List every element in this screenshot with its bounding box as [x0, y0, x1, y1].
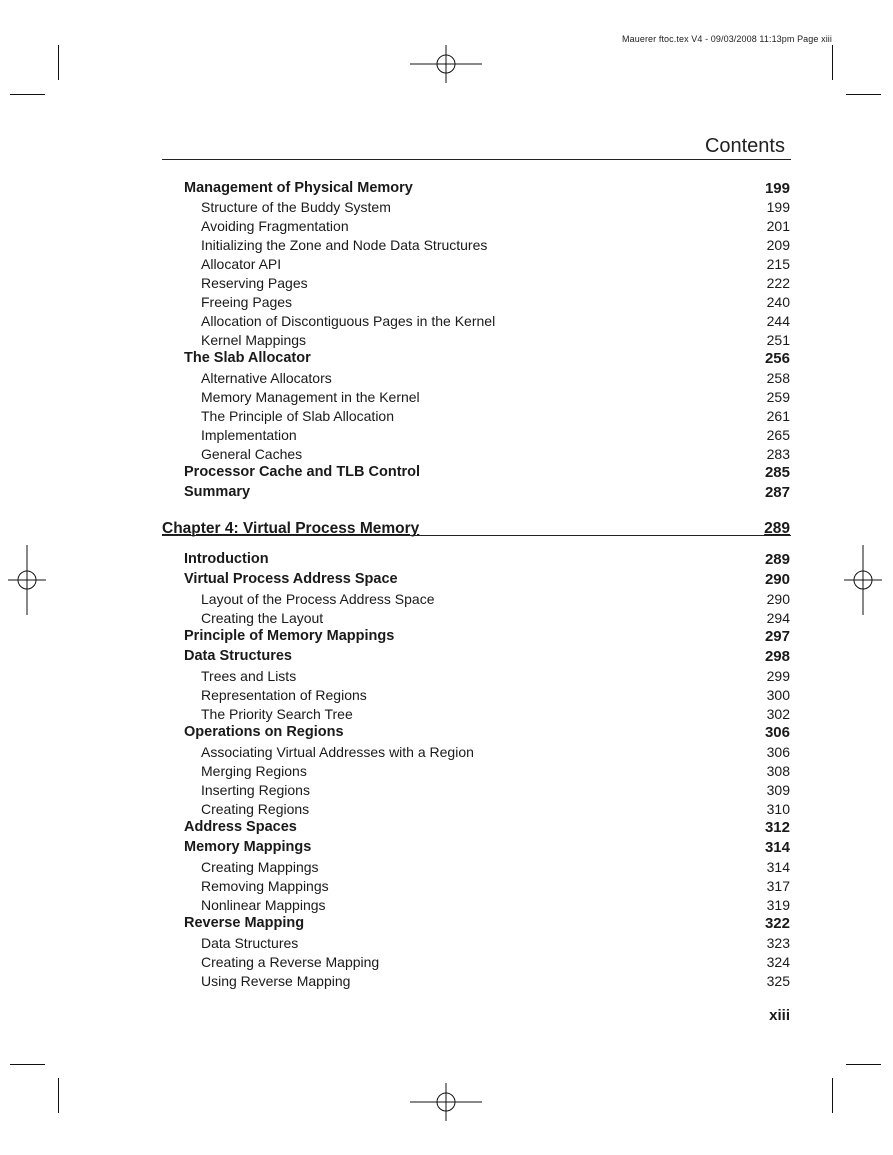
toc-subsection-entry — [0, 743, 893, 762]
registration-mark-icon — [410, 45, 482, 83]
toc-subsection-entry — [0, 426, 893, 445]
running-head: Contents — [704, 135, 785, 157]
toc-entry-title: Merging Regions — [201, 763, 307, 779]
page-number: xiii — [769, 1007, 790, 1024]
toc-entry-page: 256 — [764, 350, 790, 367]
crop-mark — [846, 1064, 881, 1065]
toc-subsection-entry — [0, 686, 893, 705]
toc-entry-page: 290 — [766, 591, 790, 607]
toc-entry-page: 306 — [764, 724, 790, 741]
toc-entry-page: 299 — [766, 668, 790, 684]
toc-entry-title: Avoiding Fragmentation — [201, 218, 349, 234]
toc-entry-title: General Caches — [201, 446, 303, 462]
toc-entry-title: Creating a Reverse Mapping — [201, 954, 380, 970]
toc-entry-title: The Principle of Slab Allocation — [201, 408, 394, 424]
toc-entry-title: Freeing Pages — [201, 294, 293, 310]
toc-entry-page: 215 — [766, 256, 790, 272]
toc-entry-title: Removing Mappings — [201, 878, 329, 894]
toc-entry-title: Management of Physical Memory — [184, 180, 413, 196]
toc-entry-title: Allocator API — [201, 256, 282, 272]
toc-subsection-entry — [0, 705, 893, 724]
toc-entry-page: 285 — [764, 464, 790, 481]
toc-entry-title: Associating Virtual Addresses with a Region — [201, 744, 474, 760]
toc-entry-title: Data Structures — [201, 935, 299, 951]
toc-entry-page: 324 — [766, 954, 790, 970]
chapter-rule — [162, 535, 791, 536]
toc-entry-title: Address Spaces — [184, 819, 297, 835]
toc-subsection-entry — [0, 800, 893, 819]
toc-subsection-entry — [0, 274, 893, 293]
toc-entry-page: 290 — [764, 571, 790, 588]
toc-entry-page: 258 — [766, 370, 790, 386]
toc-entry-title: The Priority Search Tree — [201, 706, 353, 722]
toc-entry-page: 297 — [764, 628, 790, 645]
toc-entry-page: 317 — [766, 878, 790, 894]
toc-entry-title: Representation of Regions — [201, 687, 367, 703]
toc-entry-title: Data Structures — [184, 648, 292, 664]
crop-mark — [58, 45, 59, 80]
toc-subsection-entry — [0, 781, 893, 800]
toc-entry-title: Kernel Mappings — [201, 332, 307, 348]
toc-entry-page: 298 — [764, 648, 790, 665]
toc-entry-title: Using Reverse Mapping — [201, 973, 351, 989]
toc-entry-page: 244 — [766, 313, 790, 329]
crop-mark — [10, 1064, 45, 1065]
toc-entry-page: 309 — [766, 782, 790, 798]
toc-entry-page: 265 — [766, 427, 790, 443]
toc-entry-title: Trees and Lists — [201, 668, 297, 684]
toc-subsection-entry — [0, 590, 893, 609]
toc-entry-page: 314 — [766, 859, 790, 875]
toc-subsection-entry — [0, 312, 893, 331]
header-rule — [162, 159, 791, 160]
toc-entry-title: The Slab Allocator — [184, 350, 311, 366]
crop-mark — [846, 94, 881, 95]
toc-entry-title: Structure of the Buddy System — [201, 199, 391, 215]
toc-subsection-entry — [0, 198, 893, 217]
toc-section-entry — [0, 179, 893, 198]
toc-subsection-entry — [0, 972, 893, 991]
crop-mark — [832, 45, 833, 80]
toc-entry-page: 294 — [766, 610, 790, 626]
toc-subsection-entry — [0, 667, 893, 686]
registration-mark-icon — [410, 1083, 482, 1121]
toc-entry-page: 199 — [764, 180, 790, 197]
toc-subsection-entry — [0, 858, 893, 877]
toc-entry-title: Creating the Layout — [201, 610, 324, 626]
toc-entry-title: Reverse Mapping — [184, 915, 305, 931]
toc-subsection-entry — [0, 609, 893, 628]
toc-section-entry — [0, 570, 893, 589]
toc-entry-page: 322 — [764, 915, 790, 932]
toc-entry-title: Reserving Pages — [201, 275, 308, 291]
toc-entry-page: 289 — [764, 520, 790, 537]
toc-entry-page: 325 — [766, 973, 790, 989]
toc-entry-title: Creating Regions — [201, 801, 310, 817]
toc-subsection-entry — [0, 445, 893, 464]
toc-section-entry — [0, 838, 893, 857]
toc-subsection-entry — [0, 762, 893, 781]
toc-section-entry — [0, 914, 893, 933]
toc-entry-page: 261 — [766, 408, 790, 424]
toc-entry-page: 289 — [764, 551, 790, 568]
toc-entry-page: 306 — [766, 744, 790, 760]
toc-entry-title: Virtual Process Address Space — [184, 571, 398, 587]
toc-entry-title: Introduction — [184, 551, 269, 567]
toc-subsection-entry — [0, 236, 893, 255]
toc-subsection-entry — [0, 255, 893, 274]
toc-section-entry — [0, 647, 893, 666]
toc-entry-page: 302 — [766, 706, 790, 722]
toc-subsection-entry — [0, 407, 893, 426]
toc-entry-page: 312 — [764, 819, 790, 836]
toc-entry-title: Principle of Memory Mappings — [184, 628, 395, 644]
toc-entry-title: Summary — [184, 484, 251, 500]
crop-mark — [832, 1078, 833, 1113]
toc-subsection-entry — [0, 934, 893, 953]
toc-entry-title: Chapter 4: Virtual Process Memory — [162, 520, 420, 537]
toc-entry-page: 209 — [766, 237, 790, 253]
toc-section-entry — [0, 463, 893, 482]
toc-entry-page: 300 — [766, 687, 790, 703]
toc-entry-page: 240 — [766, 294, 790, 310]
toc-entry-title: Processor Cache and TLB Control — [184, 464, 421, 480]
toc-subsection-entry — [0, 953, 893, 972]
toc-subsection-entry — [0, 369, 893, 388]
toc-entry-page: 319 — [766, 897, 790, 913]
toc-subsection-entry — [0, 877, 893, 896]
toc-entry-title: Inserting Regions — [201, 782, 310, 798]
print-slug: Mauerer ftoc.tex V4 - 09/03/2008 11:13pm Page xiii — [622, 34, 832, 44]
toc-entry-page: 199 — [766, 199, 790, 215]
toc-subsection-entry — [0, 293, 893, 312]
toc-entry-title: Memory Mappings — [184, 839, 312, 855]
crop-mark — [58, 1078, 59, 1113]
toc-entry-title: Allocation of Discontiguous Pages in the Kernel — [201, 313, 496, 329]
toc-entry-title: Initializing the Zone and Node Data Structures — [201, 237, 488, 253]
toc-subsection-entry — [0, 388, 893, 407]
toc-section-entry — [0, 723, 893, 742]
toc-entry-title: Nonlinear Mappings — [201, 897, 326, 913]
crop-mark — [10, 94, 45, 95]
toc-section-entry — [0, 550, 893, 569]
toc-entry-title: Operations on Regions — [184, 724, 344, 740]
toc-entry-page: 323 — [766, 935, 790, 951]
toc-subsection-entry — [0, 331, 893, 350]
toc-entry-page: 308 — [766, 763, 790, 779]
toc-entry-page: 251 — [766, 332, 790, 348]
toc-entry-page: 287 — [764, 484, 790, 501]
toc-entry-page: 201 — [766, 218, 790, 234]
toc-entry-title: Creating Mappings — [201, 859, 319, 875]
toc-entry-title: Layout of the Process Address Space — [201, 591, 435, 607]
toc-section-entry — [0, 483, 893, 502]
toc-entry-title: Implementation — [201, 427, 297, 443]
toc-entry-page: 310 — [766, 801, 790, 817]
toc-entry-title: Memory Management in the Kernel — [201, 389, 420, 405]
toc-section-entry — [0, 627, 893, 646]
toc-entry-page: 259 — [766, 389, 790, 405]
toc-section-entry — [0, 818, 893, 837]
toc-entry-page: 314 — [764, 839, 790, 856]
toc-entry-title: Alternative Allocators — [201, 370, 332, 386]
toc-entry-page: 283 — [766, 446, 790, 462]
toc-section-entry — [0, 349, 893, 368]
toc-subsection-entry — [0, 896, 893, 915]
toc-entry-page: 222 — [766, 275, 790, 291]
toc-subsection-entry — [0, 217, 893, 236]
